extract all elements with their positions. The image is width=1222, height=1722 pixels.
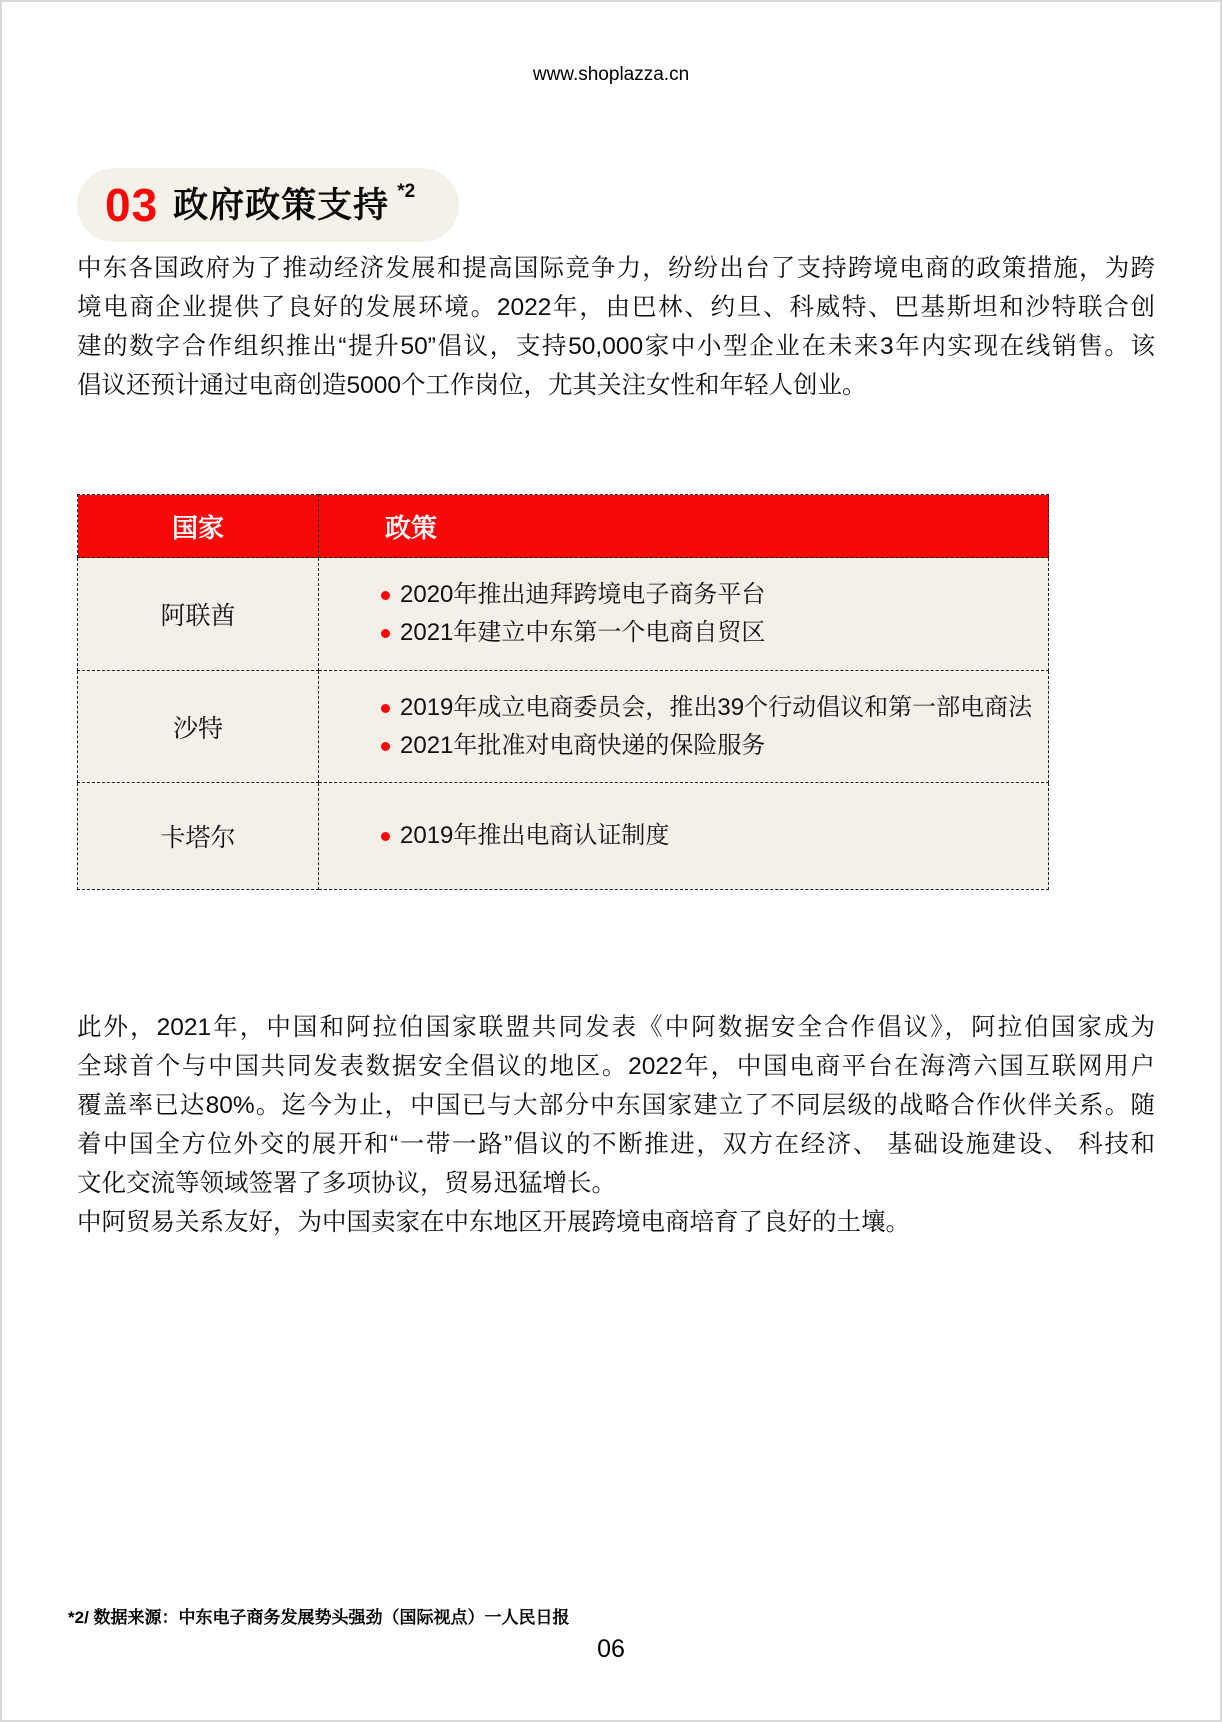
section-title-badge (77, 168, 459, 242)
paragraph-line: 此外，2021年，中国和阿拉伯国家联盟共同发表《中阿数据安全合作倡议》，阿拉伯国家成为 (77, 1014, 1155, 1041)
paragraph-line: 中东各国政府为了推动经济发展和提高国际竞争力，纷纷出台了支持跨境电商的政策措施，为跨 (77, 255, 1155, 282)
page-number: 06 (597, 1635, 625, 1663)
paragraph-line: 中阿贸易关系友好，为中国卖家在中东地区开展跨境电商培育了良好的土壤。 (77, 1209, 910, 1236)
bullet-icon (381, 742, 390, 751)
paragraph-line: 全球首个与中国共同发表数据安全倡议的地区。2022年，中国电商平台在海湾六国互联网用户 (77, 1053, 1155, 1080)
paragraph-line: 倡议还预计通过电商创造5000个工作岗位，尤其关注女性和年轻人创业。 (77, 372, 867, 399)
intro-paragraph (77, 249, 1155, 405)
table-header-row (78, 495, 1049, 558)
table-row-uae (78, 558, 1049, 671)
header-cell-policy: 政策 (319, 495, 1049, 558)
table-row-saudi (78, 671, 1049, 783)
policy-text: 2020年推出迪拜跨境电子商务平台 (400, 581, 766, 608)
paragraph-line: 覆盖率已达80%。迄今为止，中国已与大部分中东国家建立了不同层级的战略合作伙伴关系。随 (77, 1092, 1155, 1119)
paragraph-line: 境电商企业提供了良好的发展环境。2022年，由巴林、约旦、科威特、巴基斯坦和沙特联合创 (77, 294, 1155, 321)
policy-text: 2019年成立电商委员会，推出39个行动倡议和第一部电商法 (400, 693, 1033, 721)
section-number: 03 (105, 179, 159, 231)
policy-text: 2021年建立中东第一个电商自贸区 (400, 619, 766, 646)
closing-paragraph (77, 1008, 1155, 1242)
policy-item (381, 727, 1024, 765)
paragraph-line: 着中国全方位外交的展开和“一带一路”倡议的不断推进，双方在经济、 基础设施建设、 科技和 (77, 1131, 1155, 1158)
bullet-icon (381, 629, 390, 638)
country-cell: 阿联酋 (78, 558, 319, 671)
footnote: *2/ 数据来源：中东电子商务发展势头强劲（国际视点）一人民日报 (68, 1608, 570, 1627)
policy-text: 2021年批准对电商快递的保险服务 (400, 731, 766, 759)
country-cell: 卡塔尔 (78, 783, 319, 890)
paragraph-line: 文化交流等领域签署了多项协议，贸易迅猛增长。 (77, 1170, 616, 1197)
policy-cell (319, 558, 1049, 671)
policy-table (77, 494, 1049, 890)
table-row-qatar (78, 783, 1049, 890)
bullet-icon (381, 704, 390, 713)
bullet-icon (381, 832, 390, 841)
policy-cell (319, 671, 1049, 783)
policy-text: 2019年推出电商认证制度 (400, 822, 670, 849)
country-cell: 沙特 (78, 671, 319, 783)
policy-cell (319, 783, 1049, 890)
section-title: 政府政策支持 (173, 185, 390, 225)
header-url: www.shoplazza.cn (532, 64, 690, 85)
policy-item (381, 614, 1024, 652)
policy-item (381, 576, 1024, 614)
paragraph-line: 建的数字合作组织推出“提升50”倡议，支持50,000家中小型企业在未来3年内实现在线销售。该 (77, 333, 1155, 360)
policy-item (381, 689, 1033, 727)
section-footnote-marker: *2 (397, 181, 416, 202)
bullet-icon (381, 591, 390, 600)
policy-item (381, 817, 1024, 855)
header-cell-country: 国家 (78, 495, 319, 558)
